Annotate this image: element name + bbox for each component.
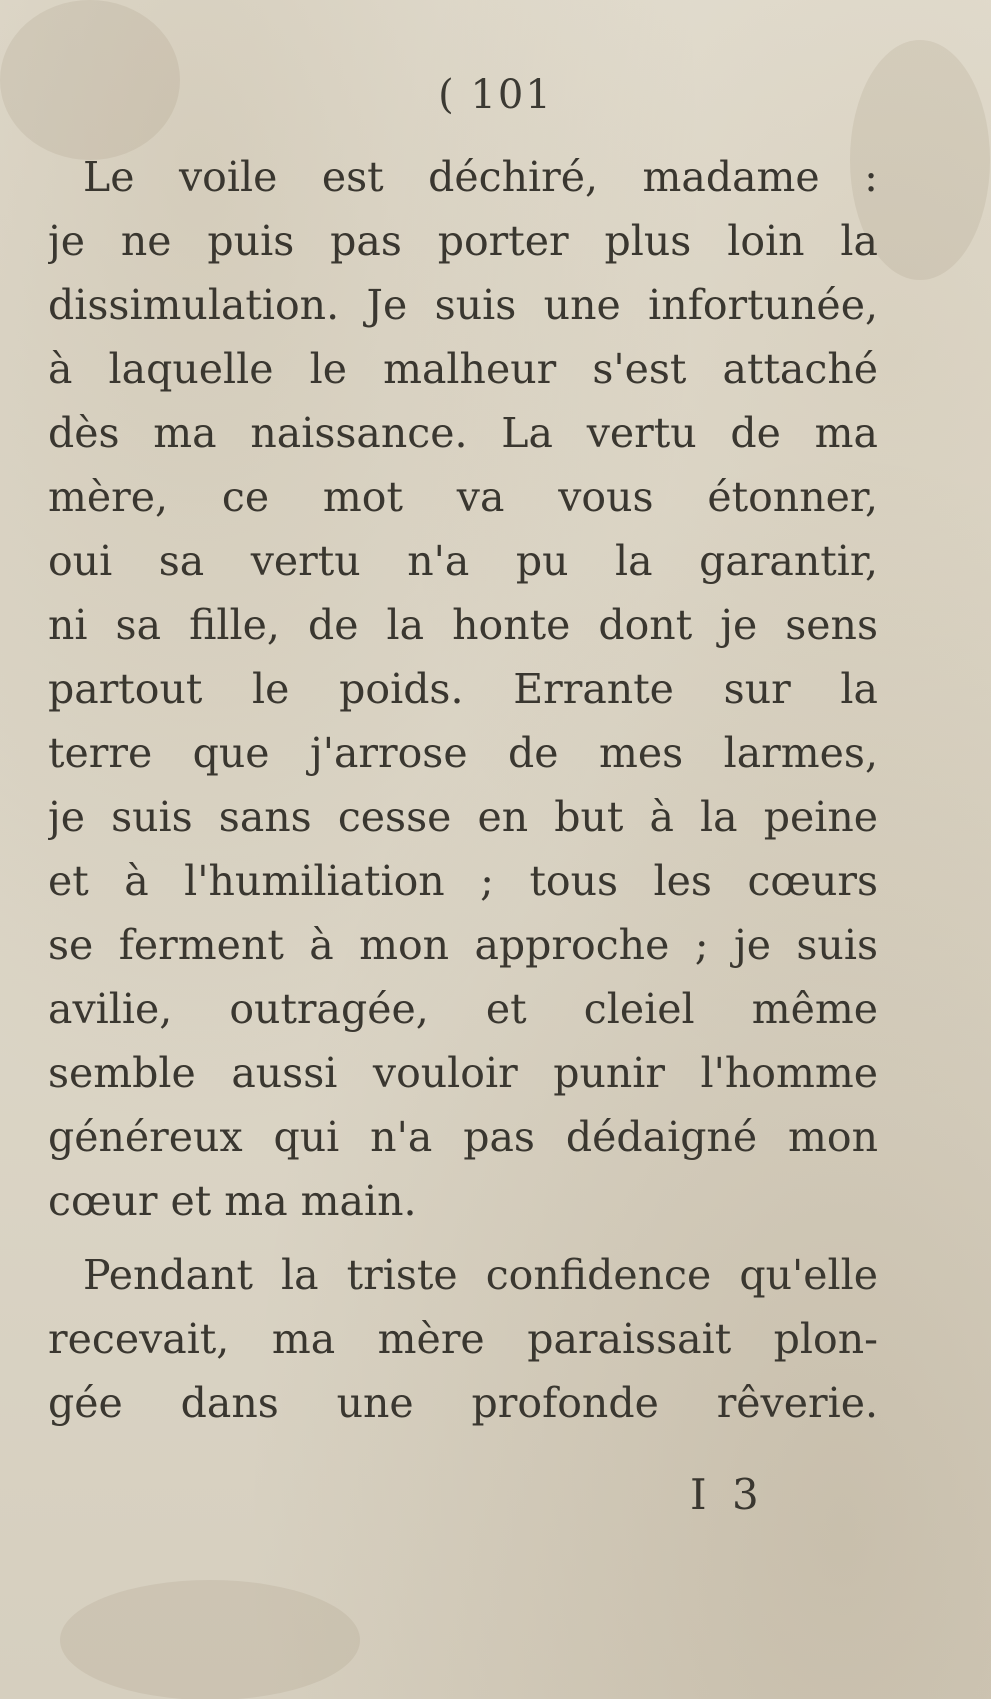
text-line: partout le poids. Errante sur la [48, 665, 878, 713]
text-line: semble aussi vouloir punir l'homme [48, 1049, 878, 1097]
text-line: je suis sans cesse en but à la peine [48, 793, 878, 841]
text-line: cœur et ma main. [48, 1177, 417, 1225]
page-number: ( 101 [438, 72, 553, 118]
text-line: avilie, outragée, et cleiel même [48, 985, 878, 1033]
paragraph-2 [48, 1243, 878, 1435]
body-text [48, 145, 878, 1435]
text-line: et à l'humiliation ; tous les cœurs [48, 857, 878, 905]
text-line: se ferment à mon approche ; je suis [48, 921, 878, 969]
paragraph-gap [48, 1233, 878, 1243]
text-line: généreux qui n'a pas dédaigné mon [48, 1113, 878, 1161]
text-line: oui sa vertu n'a pu la garantir, [48, 537, 878, 585]
text-line: mère, ce mot va vous étonner, [48, 473, 878, 521]
text-line: gée dans une profonde rêverie. [48, 1379, 878, 1427]
text-line: dès ma naissance. La vertu de ma [48, 409, 878, 457]
text-line: dissimulation. Je suis une infortunée, [48, 281, 878, 329]
text-line: recevait, ma mère paraissait plon- [48, 1315, 878, 1363]
text-line: ni sa fille, de la honte dont je sens [48, 601, 878, 649]
text-line: à laquelle le malheur s'est attaché [48, 345, 878, 393]
signature-mark: I 3 [690, 1470, 765, 1519]
text-line: Le voile est déchiré, madame : [83, 153, 878, 201]
text-line: je ne puis pas porter plus loin la [48, 217, 878, 265]
text-line: terre que j'arrose de mes larmes, [48, 729, 878, 777]
paper-stain [60, 1580, 360, 1699]
paragraph-1 [48, 145, 878, 1233]
text-line: Pendant la triste confidence qu'elle [83, 1251, 878, 1299]
